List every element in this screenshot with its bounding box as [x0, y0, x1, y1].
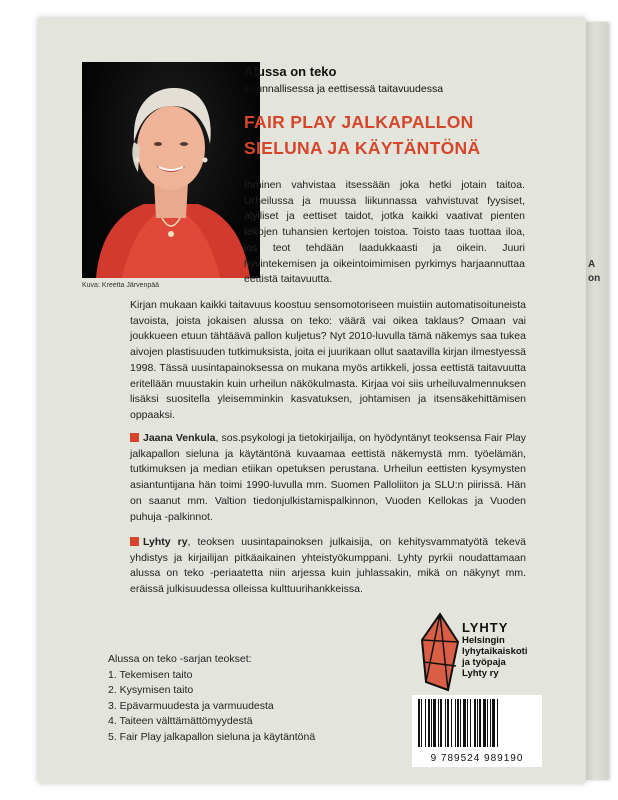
series-list-heading: Alussa on teko -sarjan teokset:: [108, 653, 252, 665]
photo-credit: Kuva: Kreetta Järvenpää: [82, 282, 160, 289]
logo-line: Lyhty ry: [462, 668, 499, 679]
logo-line: lyhytaikaiskoti: [462, 646, 528, 657]
spine-text: A on: [588, 259, 601, 284]
logo-line: Helsingin: [462, 635, 505, 646]
publisher-paragraph: [130, 535, 526, 598]
publisher-text: , teoksen uusintapainoksen julkaisija, on kehitysvammatyötä tekevä yhdistys ja kirjailijan pitkäaikainen yhteistyökumppani. Lyhty pyrkii noudattamaan alussa on teko -periaatetta niin arjessa kuin juhlassakin, mikä on näkynyt mm. eräissä julkisuudessa olleissa kulttuurihankkeissa.: [130, 536, 526, 596]
description-paragraph: Kirjan mukaan kaikki taitavuus koostuu sensomotoriseen muistiin automatisoituneista tavoista, joista jokaisen alussa on teko: väärä vai oikea taklaus? Omaan vai joukkueen etuun tähtäävä pallon kuljetus? Nyt 2010-luvulla tämä näkemys saa tukea aivojen plastisuuden tutkimuksista, joita ei juurikaan ollut saatavilla kirjan ilmestyessä 1998. Tässä uusintapainoksessa on mukana myös artikkeli, jossa eettistä taitavuutta eritellään muustakin kuin urheilun näkökulmasta. Kirjaa voi siis urheiluvalmennuksen lisäksi suositella yleisemminkin kasvatuksen, johtamisen ja itsensäkehittämisen oppaaksi.: [130, 299, 526, 421]
isbn-barcode: [412, 695, 542, 767]
isbn-number: 9 789524 989190: [430, 753, 524, 764]
book-title: [244, 109, 480, 161]
publisher-logo: [462, 620, 527, 679]
list-item: 2. Kysymisen taito: [108, 684, 194, 697]
list-item: 3. Epävarmuudesta ja varmuudesta: [108, 699, 274, 712]
book-title-line2: SIELUNA JA KÄYTÄNTÖNÄ: [244, 138, 481, 158]
list-item: 5. Fair Play jalkapallon sieluna ja käytäntönä: [108, 730, 316, 743]
book-title-line1: FAIR PLAY JALKAPALLON: [244, 112, 474, 132]
publisher-name: Lyhty ry: [143, 536, 188, 548]
author-text: , sos.psykologi ja tietokirjailija, on hyödyntänyt teoksensa Fair Play jalkapallon sieluna ja käytäntönä kuvaamaa eettistä näkemystä mm. työelämän, tutkimuksen ja median etiikan opetuksen perustana. Urheilun eettisten kysymysten asiantuntijana hän toimi 1990-luvulla mm. Suomen Palloliiton ja SLU:n piirissä. Hän on saanut mm. Valtion tiedonjulkistamispalkinnon, Vuoden Kellokas ja Vuoden puhuja -palkinnot.: [130, 432, 526, 523]
author-paragraph: [130, 431, 526, 525]
lantern-logo-icon: [418, 612, 462, 699]
logo-name: LYHTY: [462, 620, 509, 635]
logo-line: ja työpaja: [462, 657, 506, 668]
list-item: 4. Taiteen välttämättömyydestä: [108, 715, 253, 728]
bullet-square: [130, 537, 139, 546]
author-name: Jaana Venkula: [143, 432, 216, 444]
intro-paragraph: Ihminen vahvistaa itsessään joka hetki jotain taitoa. Urheilussa ja muussa liikunnassa vahvistuvat fyysiset, älylliset ja eettiset taidot, jotka kaikki vaativat pienten tekojen tuhansien kertojen toistoa. Toisto taas tuottaa iloa, jos teot tehdään laadukkaasti ja oikein. Juuri hyvintekemisen ja oikeintoimimisen pyrkimys harjaannuttaa eettistä taitavuutta.: [244, 179, 525, 286]
series-list: [108, 652, 315, 746]
bullet-square: [130, 433, 139, 442]
list-item: 1. Tekemisen taito: [108, 668, 193, 681]
series-subtitle: liikunnallisessa ja eettisessä taitavuudessa: [244, 83, 444, 95]
author-photo: [82, 62, 260, 278]
series-title: Alussa on teko: [244, 64, 337, 79]
book-spine: [586, 22, 608, 780]
